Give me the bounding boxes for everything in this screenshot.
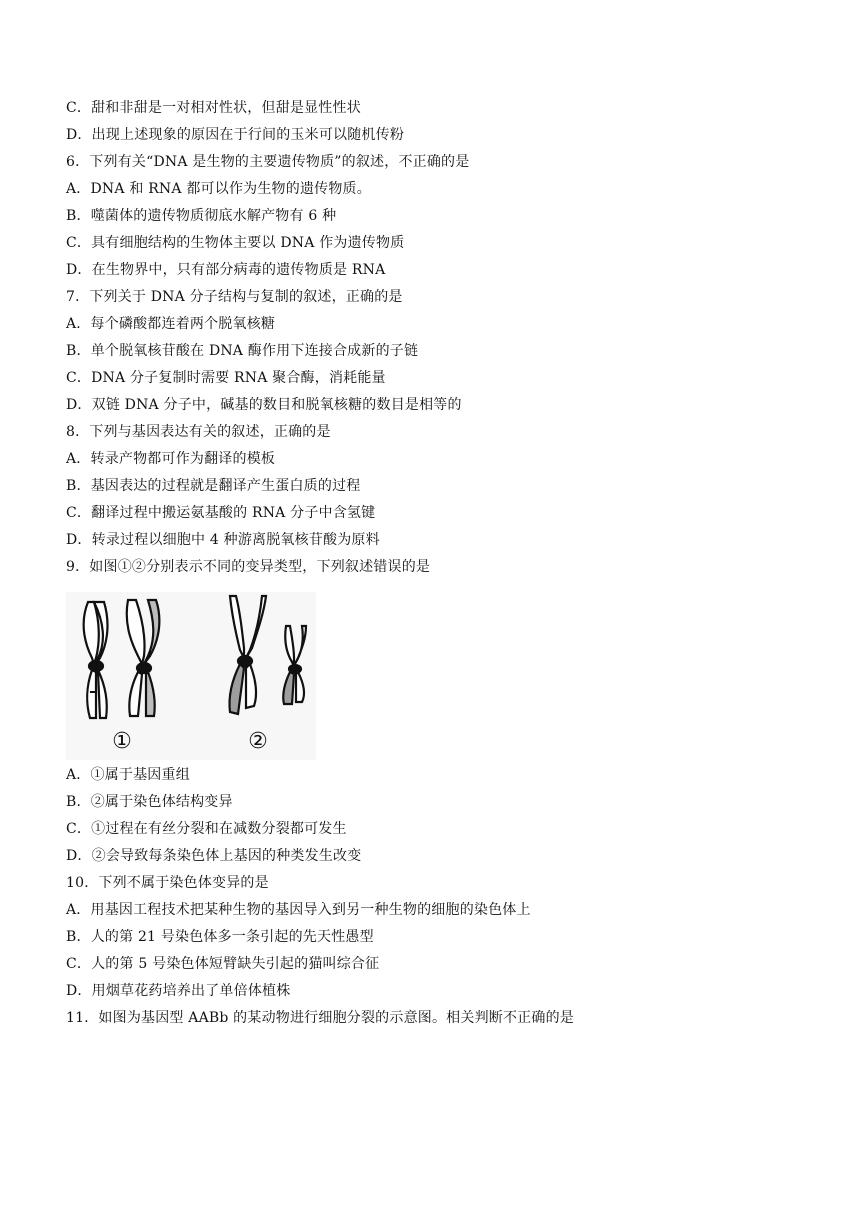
- option-5d: D．出现上述现象的原因在于行间的玉米可以随机传粉: [66, 127, 405, 143]
- question-6: 6．下列有关“DNA 是生物的主要遗传物质”的叙述，不正确的是: [66, 154, 470, 170]
- option-8d: D．转录过程以细胞中 4 种游离脱氧核苷酸为原料: [66, 532, 380, 548]
- figure-label-1: ①: [112, 729, 132, 754]
- option-10c: C．人的第 5 号染色体短臂缺失引起的猫叫综合征: [66, 956, 380, 972]
- option-9a: A．①属于基因重组: [66, 767, 190, 783]
- option-9b: B．②属于染色体结构变异: [66, 794, 233, 810]
- question-8: 8．下列与基因表达有关的叙述，正确的是: [66, 424, 331, 440]
- option-10a: A．用基因工程技术把某种生物的基因导入到另一种生物的细胞的染色体上: [66, 902, 531, 918]
- option-7d: D．双链 DNA 分子中，碱基的数目和脱氧核糖的数目是相等的: [66, 397, 462, 413]
- question-11: 11．如图为基因型 AABb 的某动物进行细胞分裂的示意图。相关判断不正确的是: [66, 1010, 574, 1026]
- option-6d: D．在生物界中，只有部分病毒的遗传物质是 RNA: [66, 262, 386, 278]
- option-10d: D．用烟草花药培养出了单倍体植株: [66, 983, 291, 999]
- question-10: 10．下列不属于染色体变异的是: [66, 875, 269, 891]
- option-9c: C．①过程在有丝分裂和在减数分裂都可发生: [66, 821, 347, 837]
- option-6c: C．具有细胞结构的生物体主要以 DNA 作为遗传物质: [66, 235, 405, 251]
- option-7a: A．每个磷酸都连着两个脱氧核糖: [66, 316, 276, 332]
- question-9: 9．如图①②分别表示不同的变异类型，下列叙述错误的是: [66, 559, 431, 575]
- option-8c: C．翻译过程中搬运氨基酸的 RNA 分子中含氢键: [66, 505, 376, 521]
- option-8a: A．转录产物都可作为翻译的模板: [66, 451, 276, 467]
- question-7: 7．下列关于 DNA 分子结构与复制的叙述，正确的是: [66, 289, 403, 305]
- option-7b: B．单个脱氧核苷酸在 DNA 酶作用下连接合成新的子链: [66, 343, 419, 359]
- option-10b: B．人的第 21 号染色体多一条引起的先天性愚型: [66, 929, 374, 945]
- option-8b: B．基因表达的过程就是翻译产生蛋白质的过程: [66, 478, 361, 494]
- option-9d: D．②会导致每条染色体上基因的种类发生改变: [66, 848, 362, 864]
- figure-label-2: ②: [248, 729, 268, 754]
- chromosome-variation-figure: [66, 592, 316, 760]
- option-6b: B．噬菌体的遗传物质彻底水解产物有 6 种: [66, 208, 337, 224]
- option-5c: C．甜和非甜是一对相对性状，但甜是显性性状: [66, 100, 361, 116]
- option-7c: C．DNA 分子复制时需要 RNA 聚合酶，消耗能量: [66, 370, 386, 386]
- option-6a: A．DNA 和 RNA 都可以作为生物的遗传物质。: [66, 181, 371, 197]
